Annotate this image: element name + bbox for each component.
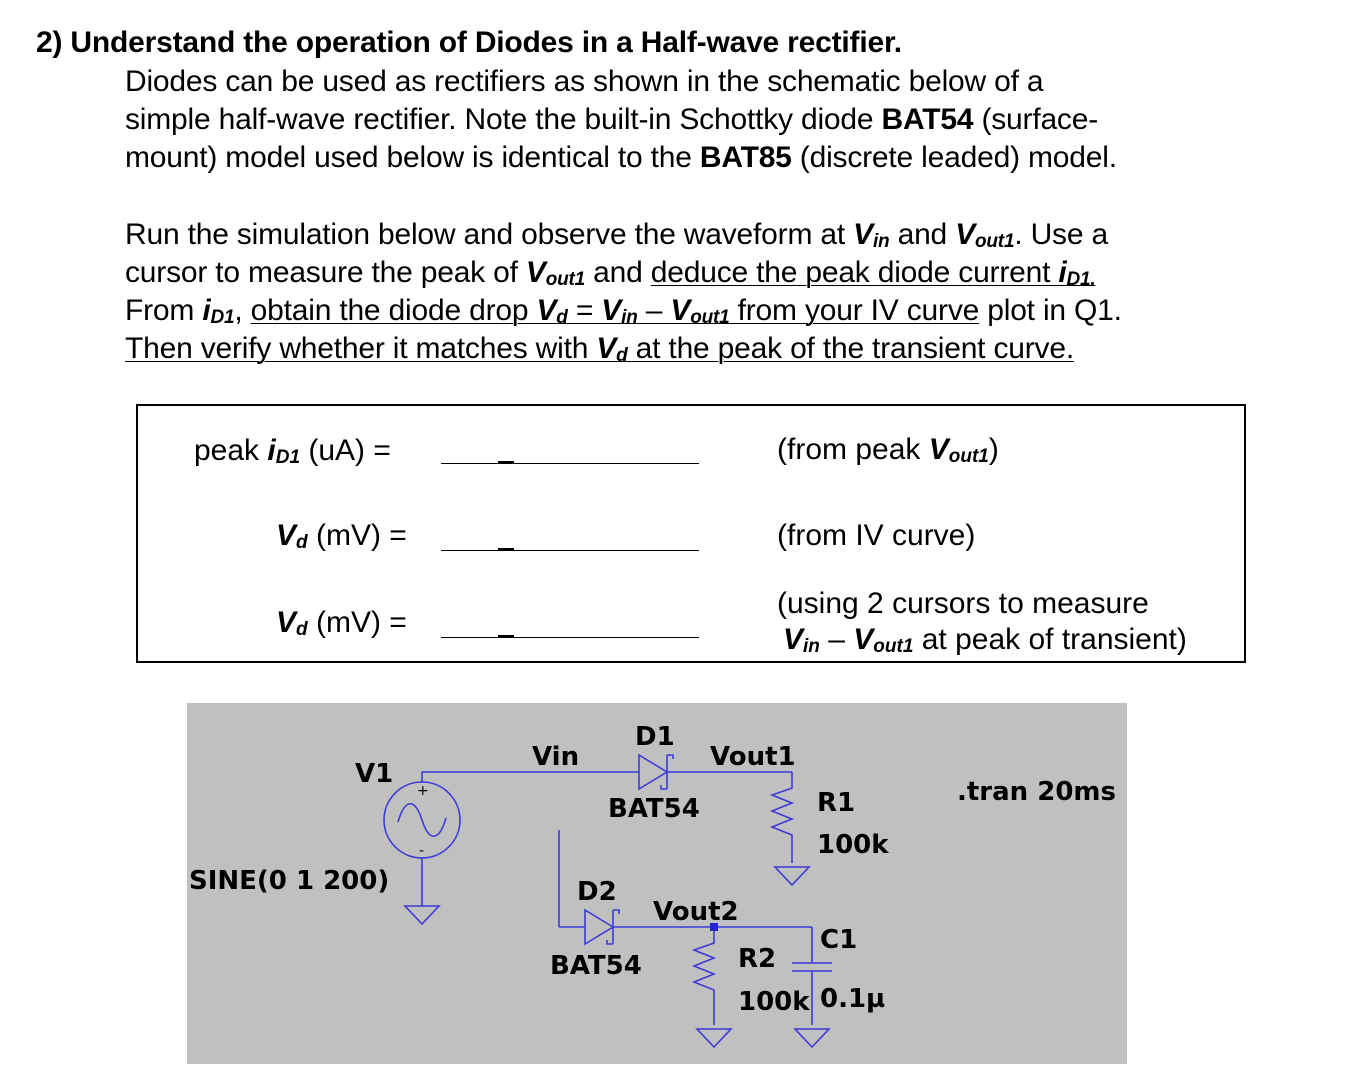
vd-iv-answer-field[interactable]: [441, 550, 699, 551]
ground-r1: [775, 867, 809, 885]
intro-line-1: Diodes can be used as rectifiers as shown in the schematic below of a: [125, 65, 1044, 98]
v1-label: V1: [355, 759, 394, 789]
schematic-drawing: [187, 703, 1127, 1064]
bat85-model-name: BAT85: [699, 141, 792, 174]
v1-minus-label: -: [419, 843, 425, 859]
d1-diode-symbol: [639, 755, 667, 789]
vd-iv-note: (from IV curve): [777, 519, 976, 552]
intro-line-2: simple half-wave rectifier. Note the built-in Schottky diode BAT54 (surface-: [125, 103, 1099, 136]
c1-value-label: 0.1µ: [820, 984, 886, 1014]
vd-transient-answer-field[interactable]: [441, 637, 699, 638]
instructions-line-4: Then verify whether it matches with Vd at the peak of the transient curve.: [125, 332, 1074, 366]
ground-v1: [405, 906, 439, 924]
sine-label: SINE(0 1 200): [189, 866, 390, 896]
peak-current-answer-field[interactable]: [441, 463, 699, 464]
vout2-label: Vout2: [653, 897, 739, 927]
vd-iv-label: Vd (mV) =: [276, 519, 407, 553]
instructions-line-2: cursor to measure the peak of Vout1 and deduce the peak diode current iD1.: [125, 256, 1096, 290]
vd-transient-label: Vd (mV) =: [276, 606, 407, 640]
c1-label: C1: [820, 925, 858, 955]
r1-resistor: [772, 772, 792, 863]
d2-model-label: BAT54: [550, 951, 642, 981]
d2-label: D2: [577, 877, 617, 907]
r2-value-label: 100k: [738, 987, 810, 1017]
r2-resistor: [694, 927, 714, 1025]
ground-r2: [697, 1029, 731, 1047]
v1-plus-label: +: [417, 783, 429, 799]
peak-current-note: (from peak Vout1): [777, 433, 999, 467]
peak-current-label: peak iD1 (uA) =: [194, 434, 391, 468]
instructions-line-1: Run the simulation below and observe the waveform at Vin and Vout1. Use a: [125, 218, 1108, 252]
bat54-model-name: BAT54: [881, 103, 974, 136]
ground-c1: [795, 1029, 829, 1047]
sine-symbol: [398, 804, 446, 837]
rectifier-schematic: [187, 703, 1127, 1064]
tran-directive: .tran 20ms: [957, 777, 1116, 807]
vin-label: Vin: [532, 742, 580, 772]
r1-label: R1: [817, 788, 856, 818]
instructions-paragraph: [125, 216, 1122, 368]
intro-paragraph: [125, 63, 1117, 177]
d1-model-label: BAT54: [608, 794, 700, 824]
d1-label: D1: [635, 722, 675, 752]
d2-diode-symbol: [585, 910, 613, 944]
answer-box: [136, 404, 1246, 663]
vd-transient-note: (using 2 cursors to measure Vin – Vout1 at peak of transient): [777, 587, 1187, 657]
question-heading: 2) Understand the operation of Diodes in a Half-wave rectifier.: [36, 26, 902, 59]
vout1-label: Vout1: [710, 742, 796, 772]
r2-label: R2: [738, 944, 777, 974]
intro-line-3: mount) model used below is identical to the BAT85 (discrete leaded) model.: [125, 141, 1117, 174]
instructions-line-3: From iD1, obtain the diode drop Vd = Vin – Vout1 from your IV curve plot in Q1.: [125, 294, 1122, 328]
r1-value-label: 100k: [817, 830, 889, 860]
